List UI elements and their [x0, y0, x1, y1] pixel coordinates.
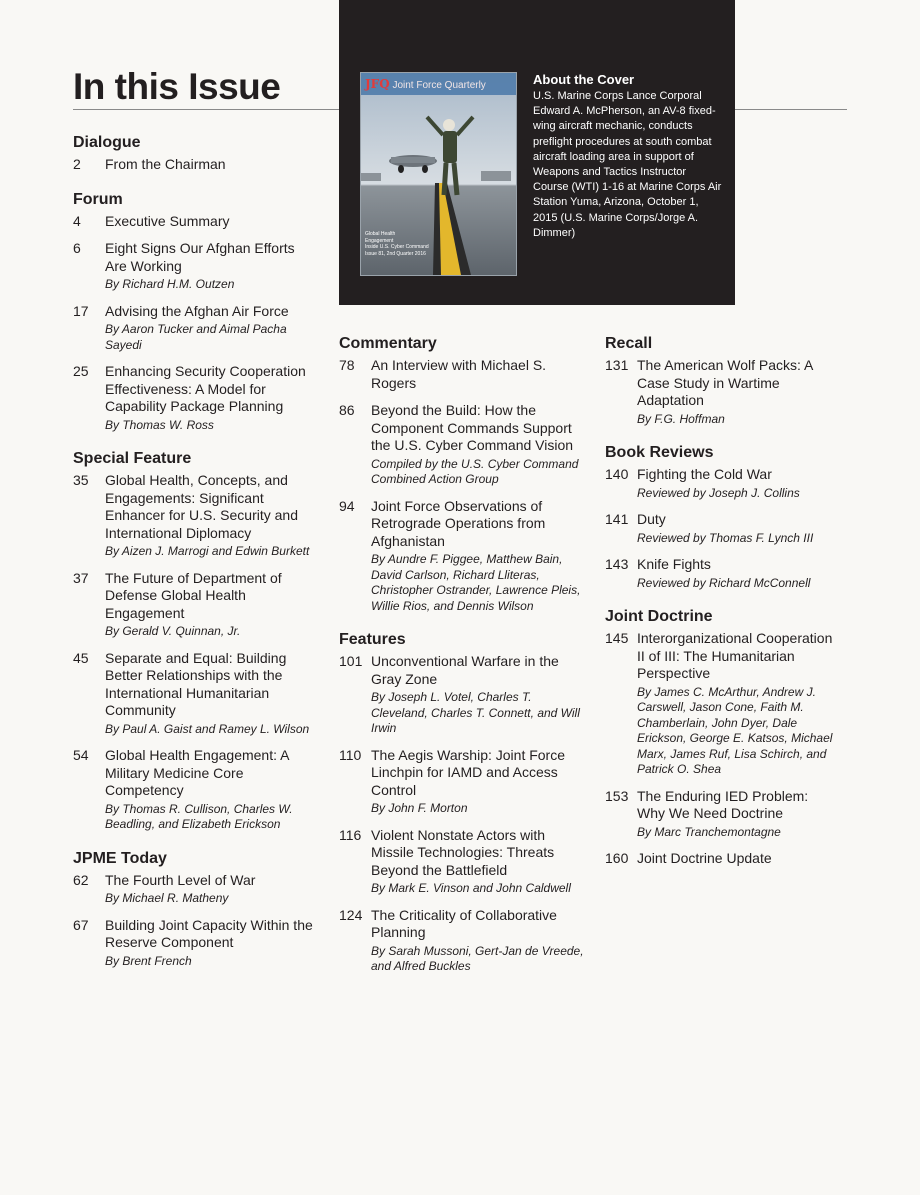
article-title: The Enduring IED Problem: Why We Need Doctrine [637, 787, 809, 821]
toc-entry[interactable] [73, 747, 318, 833]
page-number: 25 [73, 363, 89, 379]
article-authors: Reviewed by Thomas F. Lynch III [637, 530, 814, 545]
page-number: 54 [73, 747, 89, 763]
entry-body [637, 357, 835, 427]
entry-body [371, 357, 584, 392]
entry-body [105, 240, 318, 293]
cover-caption-line: Engagement [365, 237, 394, 244]
page-number: 94 [339, 497, 355, 514]
article-authors: By Aaron Tucker and Aimal Pacha Sayedi [105, 322, 287, 352]
entry-body [105, 747, 318, 833]
entry-body [371, 653, 584, 737]
toc-entry[interactable] [605, 511, 835, 546]
page-number: 140 [605, 466, 629, 482]
page-number: 141 [605, 511, 629, 527]
entry-body [105, 472, 318, 560]
section-title: Dialogue [73, 134, 141, 151]
entry-body [105, 363, 318, 433]
cover-caption-line: Inside U.S. Cyber Command [365, 244, 429, 250]
toc-section [73, 190, 318, 434]
cover-masthead [365, 77, 486, 91]
article-authors: By Thomas R. Cullison, Charles W. Beadling, and Elizabeth Erickson [105, 801, 293, 831]
cover-image [360, 72, 517, 276]
article-title: Joint Force Observations of Retrograde Operations from Afghanistan [371, 497, 546, 549]
article-authors: Compiled by the U.S. Cyber Command Combined Action Group [371, 456, 579, 486]
entry-body [637, 850, 835, 868]
toc-entry[interactable] [605, 630, 835, 778]
toc-entry[interactable] [73, 156, 318, 174]
article-title: The Future of Department of Defense Global Health Engagement [105, 569, 282, 621]
article-title: The Aegis Warship: Joint Force Linchpin for IAMD and Access Control [371, 746, 566, 798]
article-authors: By Mark E. Vinson and John Caldwell [371, 881, 571, 895]
toc-entry[interactable] [339, 498, 584, 615]
article-title: Unconventional Warfare in the Gray Zone [371, 653, 559, 687]
page-number: 2 [73, 156, 81, 172]
entry-body [637, 511, 835, 546]
page-number: 17 [73, 302, 89, 319]
page-number: 160 [605, 850, 629, 866]
page-number: 86 [339, 402, 355, 418]
toc-section [73, 449, 318, 833]
entry-body [637, 788, 835, 841]
article-title: Building Joint Capacity Within the Reserve Component [105, 916, 313, 950]
toc-section [605, 443, 835, 591]
cover-masthead-title: Joint Force Quarterly [392, 80, 486, 91]
article-title: Advising the Afghan Air Force [105, 302, 289, 319]
entry-body [105, 650, 318, 738]
section-title: Special Feature [73, 450, 192, 467]
article-title: The American Wolf Packs: A Case Study in Wartime Adaptation [637, 357, 813, 408]
article-authors: By Thomas W. Ross [105, 417, 214, 432]
entry-body [371, 498, 584, 615]
section-title: Joint Doctrine [605, 608, 713, 625]
page-number: 45 [73, 649, 89, 666]
toc-column-right [605, 334, 835, 884]
toc-entry[interactable] [339, 402, 584, 488]
cover-caption [365, 231, 445, 257]
article-title: Duty [637, 511, 666, 527]
toc-section [605, 607, 835, 868]
page-number: 6 [73, 240, 81, 256]
toc-section [73, 849, 318, 970]
article-title: Separate and Equal: Building Better Relationships with the International Humanitarian Community [105, 649, 287, 718]
entry-body [105, 213, 318, 231]
article-title: Violent Nonstate Actors with Missile Technologies: Threats Beyond the Battlefield [371, 826, 555, 878]
toc-column-middle [339, 334, 584, 991]
toc-entry[interactable] [73, 303, 318, 354]
page-number: 62 [73, 871, 89, 888]
article-title: Joint Doctrine Update [637, 850, 772, 866]
page-number: 124 [339, 906, 363, 923]
entry-body [371, 747, 584, 817]
toc-entry[interactable] [605, 850, 835, 868]
article-authors: By John F. Morton [371, 801, 468, 815]
page-number: 116 [339, 826, 362, 843]
article-title: Eight Signs Our Afghan Efforts Are Working [105, 240, 295, 274]
toc-entry[interactable] [73, 872, 318, 907]
section-title: Commentary [339, 335, 437, 352]
jfq-logo: JFQ [365, 77, 390, 91]
section-title: Features [339, 631, 406, 648]
page-number: 145 [605, 630, 629, 646]
toc-column-left [73, 133, 318, 985]
article-authors: By Michael R. Matheny [105, 891, 229, 905]
article-title: Interorganizational Cooperation II of III: The Humanitarian Perspective [637, 630, 833, 681]
section-title: Recall [605, 335, 653, 352]
article-authors: By Aundre F. Piggee, Matthew Bain, David Carlson, Richard Lliteras, Christopher Ostrander, Lawrence Pleis, Willie Rios, and Dennis Wilson [371, 552, 581, 613]
toc-entry[interactable] [339, 827, 584, 897]
toc-entry[interactable] [73, 650, 318, 738]
entry-body [371, 907, 584, 975]
toc-section [73, 133, 318, 174]
page-number: 110 [339, 746, 362, 763]
article-authors: By Aizen J. Marrogi and Edwin Burkett [105, 544, 310, 558]
article-authors: By Marc Tranchemontagne [637, 824, 781, 839]
toc-section [339, 630, 584, 975]
toc-entry[interactable] [605, 556, 835, 591]
toc-entry[interactable] [73, 213, 318, 231]
toc-entry[interactable] [339, 747, 584, 817]
about-cover-title: About the Cover [533, 72, 635, 87]
article-authors: Reviewed by Joseph J. Collins [637, 485, 800, 500]
page-number: 153 [605, 787, 629, 804]
toc-entry[interactable] [605, 466, 835, 501]
article-title: Fighting the Cold War [637, 466, 772, 482]
page-number: 131 [605, 357, 629, 373]
entry-body [637, 466, 835, 501]
article-authors: By Gerald V. Quinnan, Jr. [105, 624, 241, 638]
page-number: 101 [339, 653, 363, 669]
toc-entry[interactable] [73, 240, 318, 293]
entry-body [371, 402, 584, 488]
article-title: Global Health, Concepts, and Engagements: Significant Enhancer for U.S. Security and International Diplomacy [105, 472, 298, 541]
toc-entry[interactable] [73, 472, 318, 560]
page-number: 4 [73, 212, 81, 229]
cover-caption-line: Issue 81, 2nd Quarter 2016 [365, 250, 426, 257]
entry-body [637, 630, 835, 778]
toc-entry[interactable] [605, 357, 835, 427]
article-title: Enhancing Security Cooperation Effectiveness: A Model for Capability Package Planning [105, 363, 306, 414]
page-number: 37 [73, 569, 89, 586]
article-title: The Fourth Level of War [105, 871, 256, 888]
toc-entry[interactable] [605, 788, 835, 841]
toc-entry[interactable] [73, 917, 318, 970]
toc-entry[interactable] [339, 907, 584, 975]
page-number: 78 [339, 357, 355, 373]
page-title: In this Issue [73, 66, 281, 107]
entry-body [371, 827, 584, 897]
about-the-cover [533, 72, 723, 241]
cover-panel [339, 0, 735, 305]
article-authors: By James C. McArthur, Andrew J. Carswell, Jason Cone, Faith M. Chamberlain, John Dyer, Dale Erickson, George E. Katsos, Michael Marx, James Ruf, Lisa Schirch, and Patrick O. Shea [637, 684, 833, 776]
section-title: Forum [73, 190, 123, 208]
about-cover-text: U.S. Marine Corps Lance Corporal Edward A. McPherson, an AV-8 fixed-wing aircraft mechanic, conducts preflight procedures at south combat aircraft loading area in support of Weapons and Tactics Instructor Course (WTI) 1-16 at Marine Corps Air Station Yuma, Arizona, October 1, 2015 (U.S. Marine Corps/Jorge A. Dimmer) [533, 90, 722, 239]
toc-section [605, 334, 835, 427]
article-title: An Interview with Michael S. Rogers [371, 357, 547, 391]
entry-body [637, 556, 835, 591]
entry-body [105, 156, 318, 174]
toc-entry[interactable] [339, 653, 584, 737]
article-authors: By Brent French [105, 953, 192, 968]
page-number: 35 [73, 472, 89, 488]
article-authors: Reviewed by Richard McConnell [637, 575, 811, 590]
page-number: 67 [73, 916, 89, 933]
article-title: The Criticality of Collaborative Planning [371, 906, 557, 940]
article-title: Beyond the Build: How the Component Commands Support the U.S. Cyber Command Vision [371, 402, 574, 453]
article-title: Global Health Engagement: A Military Medicine Core Competency [105, 747, 289, 798]
article-title: From the Chairman [105, 156, 226, 172]
section-title: JPME Today [73, 849, 167, 867]
toc-entry[interactable] [339, 357, 584, 392]
toc-section [339, 334, 584, 614]
article-authors: By Sarah Mussoni, Gert-Jan de Vreede, and Alfred Buckles [371, 943, 584, 973]
article-title: Executive Summary [105, 212, 230, 229]
toc-entry[interactable] [73, 570, 318, 640]
entry-body [105, 570, 318, 640]
article-authors: By Paul A. Gaist and Ramey L. Wilson [105, 721, 310, 736]
entry-body [105, 303, 318, 354]
entry-body [105, 872, 318, 907]
article-authors: By Richard H.M. Outzen [105, 277, 235, 291]
article-authors: By F.G. Hoffman [637, 411, 725, 426]
article-authors: By Joseph L. Votel, Charles T. Cleveland, Charles T. Connett, and Will Irwin [371, 690, 580, 735]
article-title: Knife Fights [637, 556, 711, 572]
toc-entry[interactable] [73, 363, 318, 433]
cover-caption-line: Global Health [365, 231, 396, 237]
entry-body [105, 917, 318, 970]
section-title: Book Reviews [605, 444, 714, 461]
page-number: 143 [605, 556, 629, 572]
